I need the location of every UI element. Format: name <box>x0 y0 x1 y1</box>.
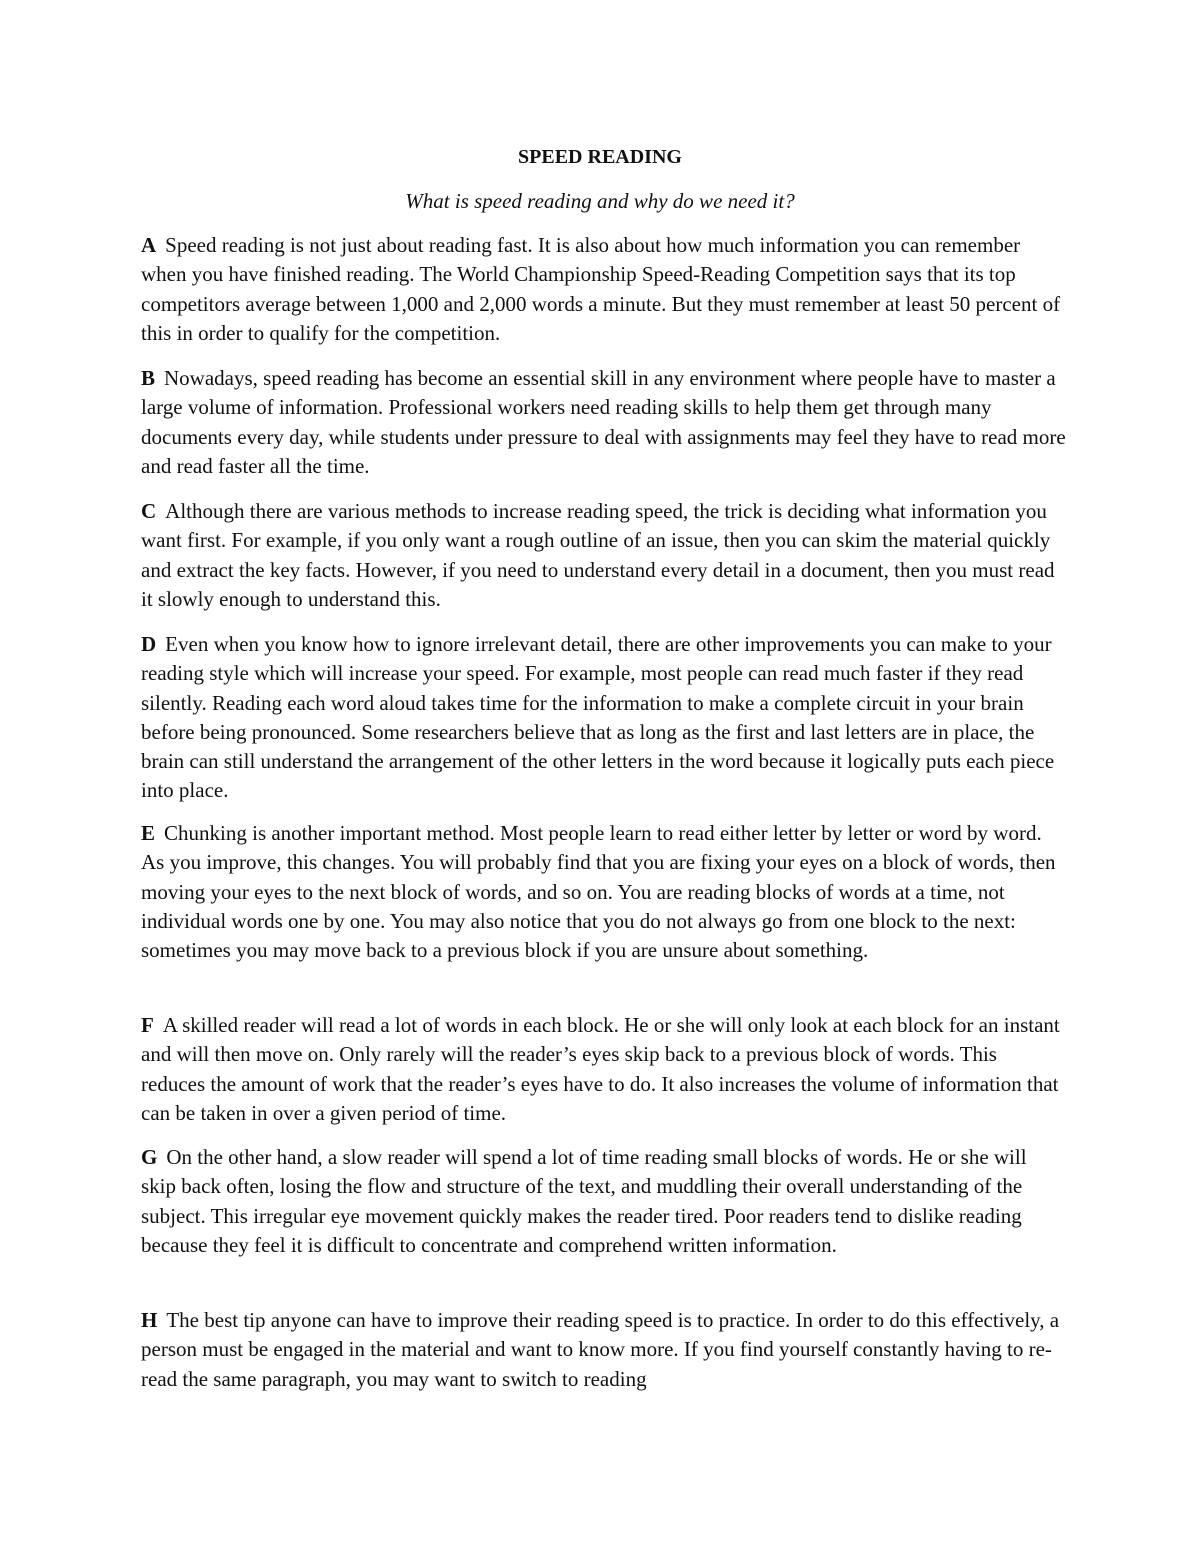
paragraph-c <box>141 497 1066 614</box>
paragraph-letter: C <box>141 499 157 523</box>
paragraph-text: Even when you know how to ignore irrelevant detail, there are other improvements you can make to your reading style which will increase your speed. For example, most people can read much faster if they read silently. Reading each word aloud takes time for the information to make a complete circuit in your brain before being pronounced. Some researchers believe that as long as the first and last letters are in place, the brain can still understand the arrangement of the other letters in the word because it logically puts each piece into place. <box>141 632 1055 803</box>
paragraph-text: Although there are various methods to increase reading speed, the trick is deciding what information you want first. For example, if you only want a rough outline of an issue, then you can skim the material quickly and extract the key facts. However, if you need to understand every detail in a document, then you must read it slowly enough to understand this. <box>141 499 1055 611</box>
paragraph-letter: E <box>141 821 156 845</box>
paragraph-d <box>141 630 1066 806</box>
paragraph-text: The best tip anyone can have to improve their reading speed is to practice. In order to do this effectively, a person must be engaged in the material and want to know more. If you find yourself constantly having to re-read the same paragraph, you may want to switch to reading <box>141 1308 1060 1391</box>
paragraph-letter: D <box>141 632 157 656</box>
paragraph-letter: G <box>141 1145 158 1169</box>
paragraph-text: Speed reading is not just about reading fast. It is also about how much information you can remember when you have finished reading. The World Championship Speed-Reading Competition says that its top competitors average between 1,000 and 2,000 words a minute. But they must remember at least 50 percent of this in order to qualify for the competition. <box>141 233 1061 345</box>
paragraph-letter: B <box>141 366 156 390</box>
paragraph-text: On the other hand, a slow reader will spend a lot of time reading small blocks of words. He or she will skip back often, losing the flow and structure of the text, and muddling their overall understanding of the subject. This irregular eye movement quickly makes the reader tired. Poor readers tend to dislike reading because they feel it is difficult to concentrate and comprehend written information. <box>141 1145 1027 1257</box>
paragraph-letter: H <box>141 1308 158 1332</box>
paragraph-letter: A <box>141 233 157 257</box>
paragraph-letter: F <box>141 1013 154 1037</box>
paragraph-f <box>141 1011 1066 1128</box>
page-subtitle: What is speed reading and why do we need it? <box>405 189 795 213</box>
paragraph-b <box>141 364 1066 481</box>
paragraph-h <box>141 1306 1066 1394</box>
paragraph-a <box>141 231 1066 348</box>
paragraph-e <box>141 819 1066 965</box>
paragraph-text: Chunking is another important method. Most people learn to read either letter by letter or word by word. As you improve, this changes. You will probably find that you are fixing your eyes on a block of words, then moving your eyes to the next block of words, and so on. You are reading blocks of words at a time, not individual words one by one. You may also notice that you do not always go from one block to the next: sometimes you may move back to a previous block if you are unsure about something. <box>141 821 1056 963</box>
paragraph-text: Nowadays, speed reading has become an essential skill in any environment where people have to master a large volume of information. Professional workers need reading skills to help them get through many documents every day, while students under pressure to deal with assignments may feel they have to read more and read faster all the time. <box>141 366 1066 478</box>
page-title: SPEED READING <box>518 146 682 168</box>
paragraph-text: A skilled reader will read a lot of words in each block. He or she will only look at each block for an instant and will then move on. Only rarely will the reader’s eyes skip back to a previous block of words. This reduces the amount of work that the reader’s eyes have to do. It also increases the volume of information that can be taken in over a given period of time. <box>141 1013 1060 1125</box>
paragraph-g <box>141 1143 1066 1260</box>
